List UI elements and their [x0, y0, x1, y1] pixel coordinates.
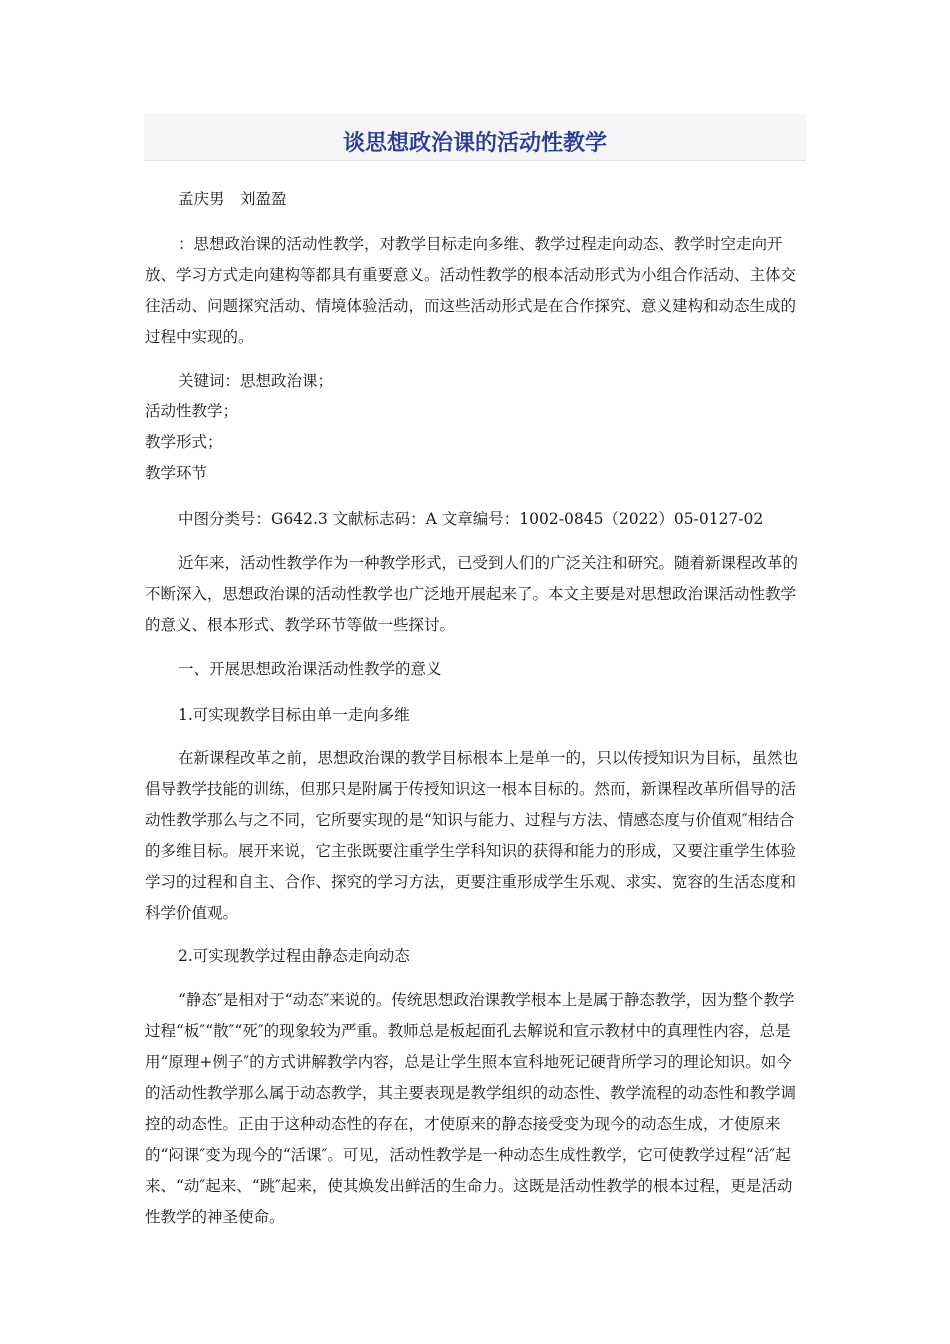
- article-title: 谈思想政治课的活动性教学: [342, 131, 607, 156]
- subsection-heading-1: 1.可实现教学目标由单一走向多维: [178, 706, 410, 724]
- subsection-2-paragraph: “静态″是相对于“动态″来说的。传统思想政治课教学根本上是属于静态教学，因为整个教学过程“板″“散″“死″的现象较为严重。教师总是板起面孔去解说和宣示教材中的真理性内容，总是用“原理+例子″的方式讲解教学内容，总是让学生照本宣科地死记硬背所学习的理论知识。如今的活动性教学那么属于动态教学，其主要表现是教学组织的动态性、教学流程的动态性和教学调控的动态性。正由于这种动态性的存在，才使原来的静态接受变为现今的动态生成，才使原来的“闷课″变为现今的“活课″。可见，活动性教学是一种动态生成性教学，它可使教学过程“活″起来、“动″起来、“跳″起来，使其焕发出鲜活的生命力。这既是活动性教学的根本过程，更是活动性教学的神圣使命。: [145, 991, 797, 1226]
- intro-paragraph: 近年来，活动性教学作为一种教学形式，已受到人们的广泛关注和研究。随着新课程改革的不断深入，思想政治课的活动性教学也广泛地开展起来了。本文主要是对思想政治课活动性教学的意义、根本形式、教学环节等做一些探讨。: [145, 554, 799, 634]
- subsection-heading-2: 2.可实现教学过程由静态走向动态: [178, 947, 410, 965]
- keywords-label: 关键词：思想政治课；: [178, 372, 334, 390]
- authors: 孟庆男 刘盈盈: [178, 190, 287, 208]
- keyword-item: 教学环节: [145, 464, 208, 482]
- keyword-item: 教学形式；: [145, 433, 223, 451]
- abstract-paragraph: ：思想政治课的活动性教学，对教学目标走向多维、教学过程走向动态、教学时空走向开放、学习方式走向建构等都具有重要意义。活动性教学的根本活动形式为小组合作活动、主体交往活动、问题探究活动、情境体验活动，而这些活动形式是在合作探究、意义建构和动态生成的过程中实现的。: [145, 235, 797, 346]
- keyword-item: 活动性教学；: [145, 402, 239, 420]
- classification-line: 中图分类号：G642.3 文献标志码：A 文章编号：1002-0845（2022）05-0127-02: [178, 510, 764, 528]
- section-heading: 一、开展思想政治课活动性教学的意义: [178, 660, 442, 678]
- subsection-1-paragraph: 在新课程改革之前，思想政治课的教学目标根本上是单一的，只以传授知识为目标，虽然也倡导教学技能的训练，但那只是附属于传授知识这一根本目标的。然而，新课程改革所倡导的活动性教学那么与之不同，它所要实现的是“知识与能力、过程与方法、情感态度与价值观″相结合的多维目标。展开来说，它主张既要注重学生学科知识的获得和能力的形成，又要注重学生体验学习的过程和自主、合作、探究的学习方法，更要注重形成学生乐观、求实、宽容的生活态度和科学价值观。: [145, 749, 799, 922]
